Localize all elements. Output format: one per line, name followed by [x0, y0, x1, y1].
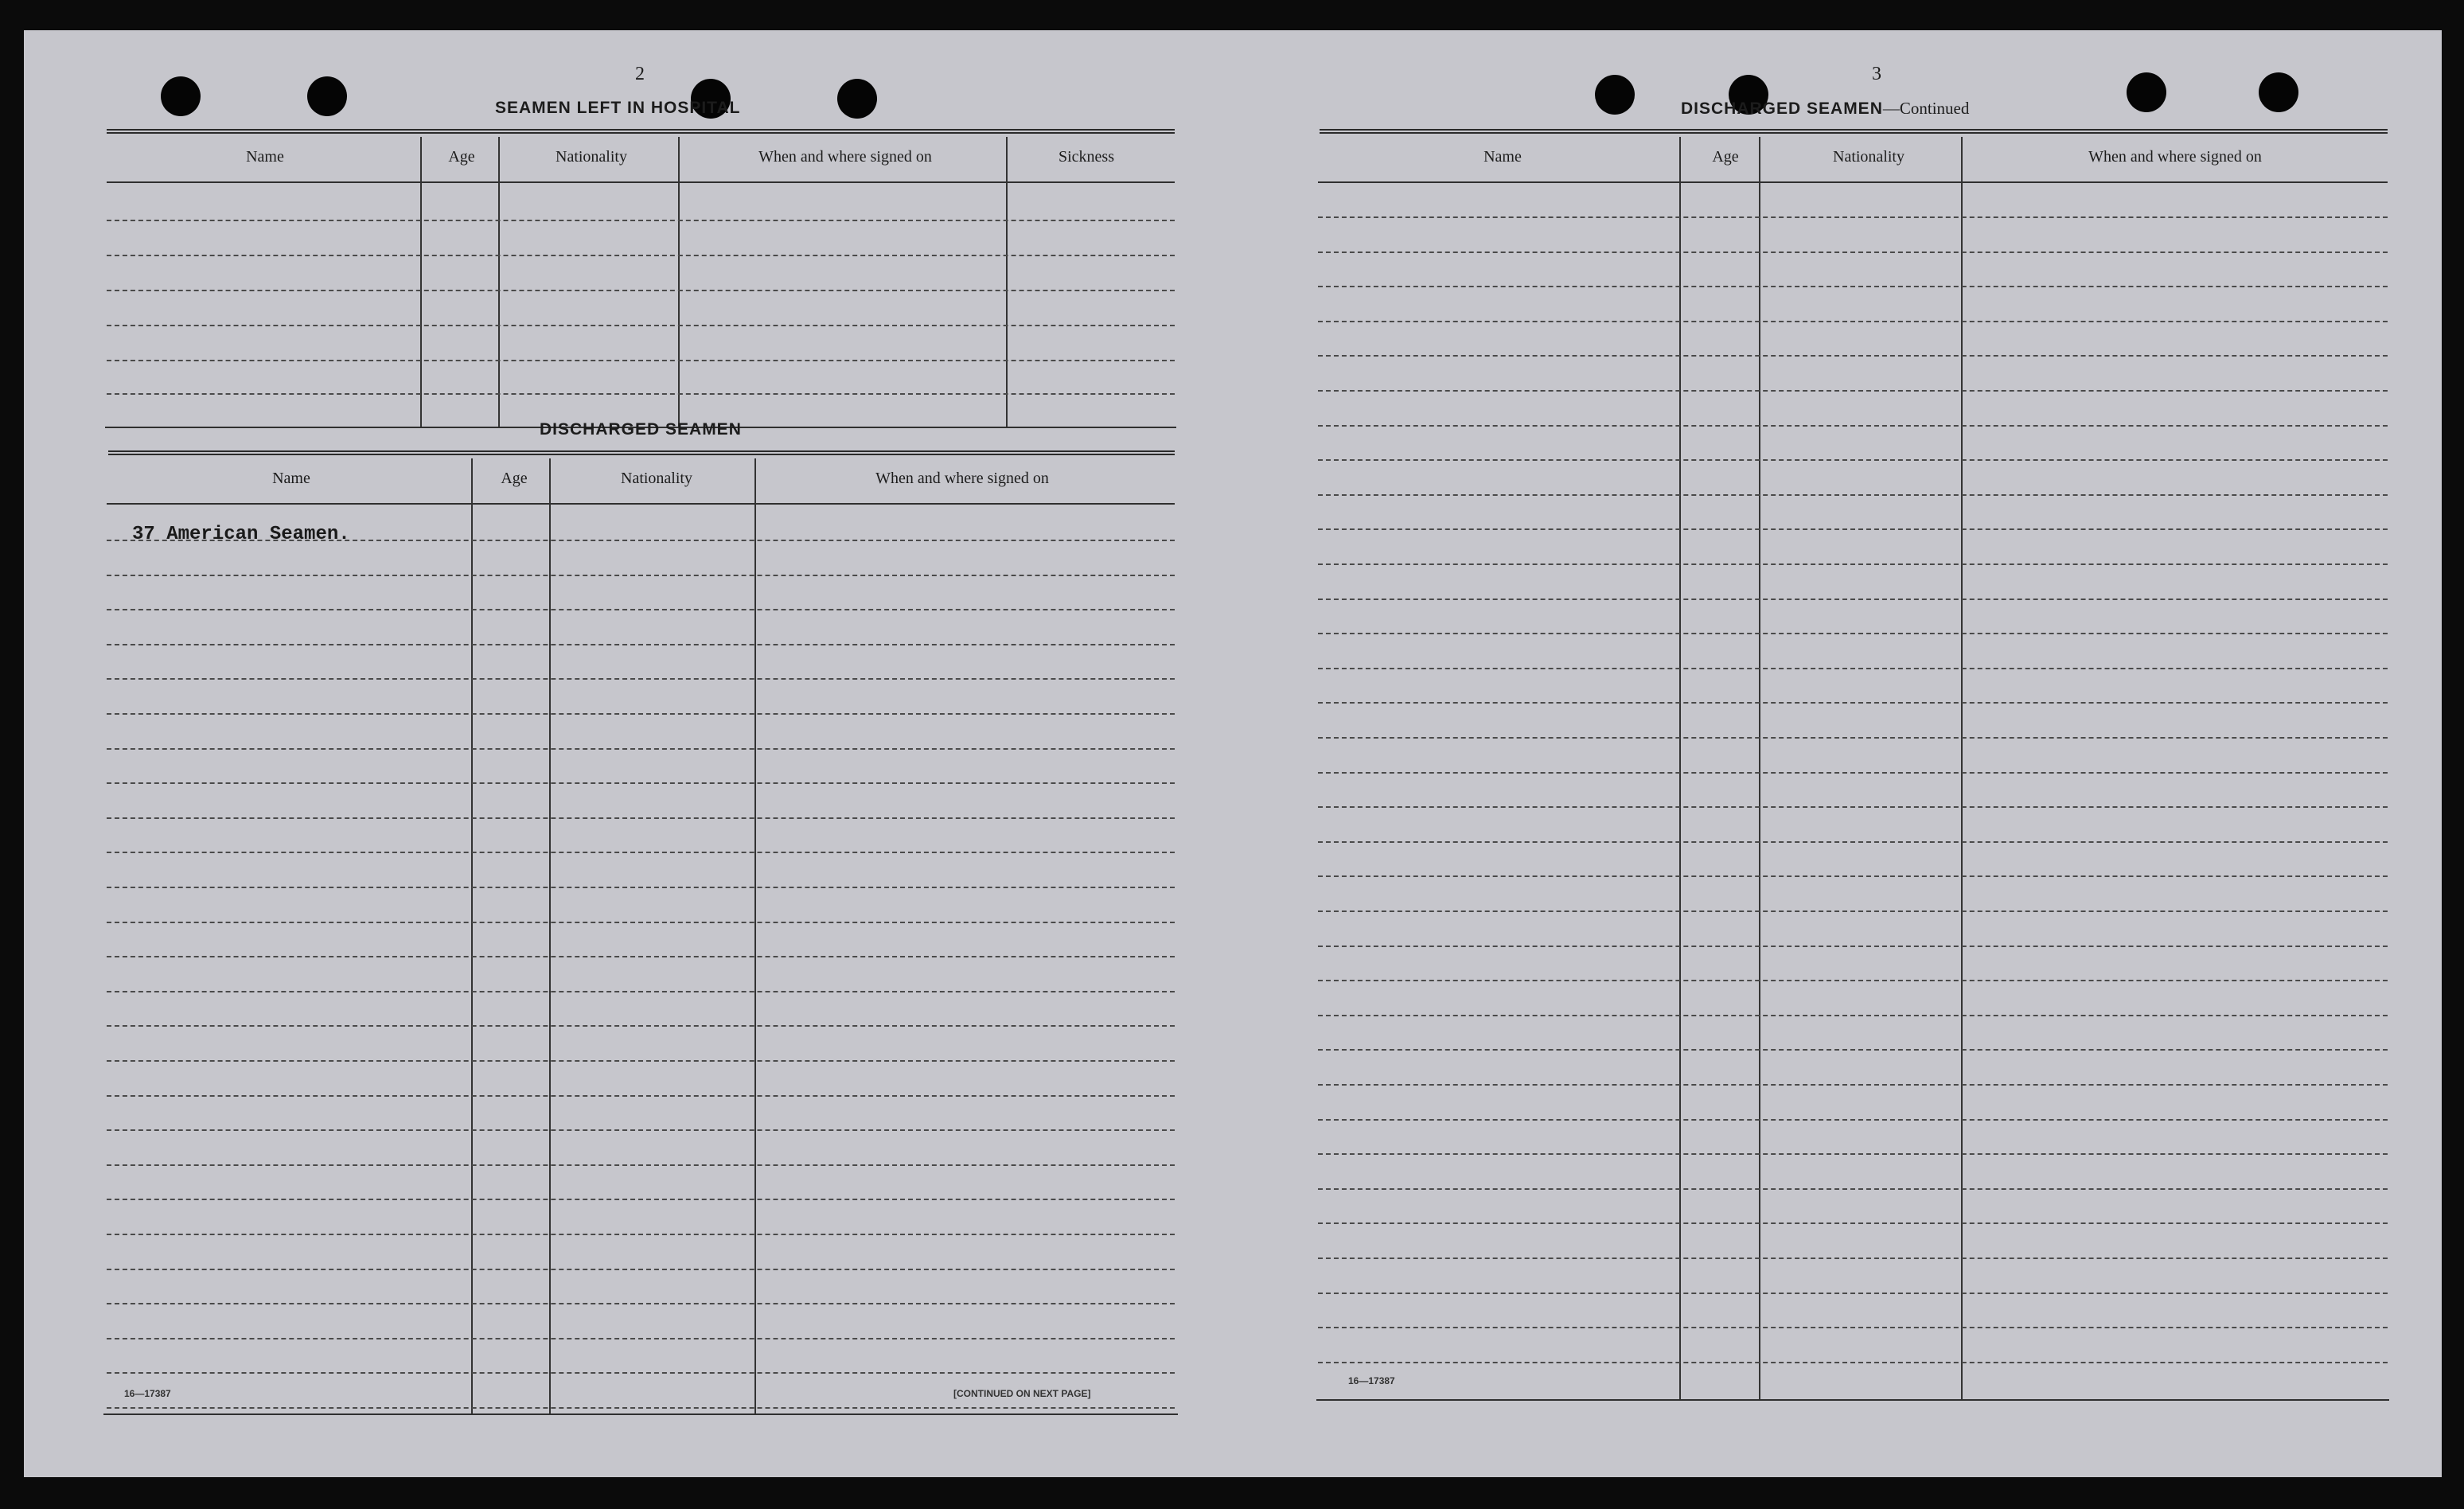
discharged-entry: 37 American Seamen.	[132, 524, 350, 545]
continued-header-age: Age	[1712, 148, 1739, 166]
continued-header-name: Name	[1483, 148, 1522, 166]
ruled-line	[107, 678, 1175, 680]
hospital-table-top-rule	[107, 129, 1175, 134]
discharged-continued-title	[1681, 99, 1969, 119]
ruled-line	[1318, 286, 2388, 287]
continued-table-bottom-rule	[1316, 1399, 2389, 1401]
ruled-line	[107, 1095, 1175, 1097]
ruled-line	[1318, 910, 2388, 912]
column-divider	[420, 137, 422, 427]
ruled-line	[107, 575, 1175, 576]
ruled-line	[1318, 425, 2388, 427]
ruled-line	[107, 325, 1175, 326]
ruled-line	[1318, 1049, 2388, 1051]
discharged-table-bottom-rule	[103, 1413, 1178, 1415]
ruled-line	[1318, 737, 2388, 739]
discharged-header-signed-on: When and where signed on	[875, 470, 1049, 487]
ruled-line	[1318, 1119, 2388, 1121]
punch-hole	[2127, 72, 2166, 112]
continued-suffix: —Continued	[1882, 99, 1970, 118]
ruled-line	[107, 540, 1175, 541]
column-divider	[1679, 137, 1681, 1399]
ruled-line	[1318, 1327, 2388, 1328]
document-sheet	[24, 30, 2442, 1477]
ruled-line	[1318, 946, 2388, 947]
ruled-line	[1318, 390, 2388, 392]
ruled-line	[107, 852, 1175, 853]
ruled-line	[107, 1234, 1175, 1235]
ruled-line	[1318, 355, 2388, 357]
continued-header-rule	[1318, 181, 2388, 183]
ruled-line	[1318, 668, 2388, 669]
ruled-line	[1318, 599, 2388, 600]
discharged-header-name: Name	[272, 470, 310, 487]
discharged-continued-title-text: DISCHARGED SEAMEN	[1681, 99, 1883, 118]
column-divider	[1006, 137, 1008, 427]
punch-hole	[2259, 72, 2298, 112]
punch-hole	[161, 76, 201, 116]
ruled-line	[107, 991, 1175, 992]
continued-header-signed-on: When and where signed on	[2088, 148, 2262, 166]
ruled-line	[1318, 980, 2388, 981]
ruled-line	[1318, 1258, 2388, 1259]
column-divider	[549, 458, 551, 1413]
ruled-line	[107, 1372, 1175, 1374]
ruled-line	[1318, 1293, 2388, 1294]
hospital-header-name: Name	[246, 148, 284, 166]
form-number-right: 16—17387	[1348, 1375, 1395, 1386]
discharged-table-top-rule	[108, 450, 1175, 455]
ruled-line	[107, 1199, 1175, 1200]
ruled-line	[1318, 841, 2388, 843]
punch-hole	[1595, 75, 1635, 115]
hospital-header-signed-on: When and where signed on	[758, 148, 932, 166]
ruled-line	[107, 817, 1175, 819]
hospital-header-rule	[107, 181, 1175, 183]
ruled-line	[1318, 1362, 2388, 1363]
column-divider	[678, 137, 680, 427]
discharged-header-nationality: Nationality	[621, 470, 692, 487]
ruled-line	[1318, 528, 2388, 530]
ruled-line	[107, 748, 1175, 750]
ruled-line	[1318, 702, 2388, 704]
ruled-line	[1318, 1153, 2388, 1155]
ruled-line	[107, 393, 1175, 395]
page-number-left: 2	[635, 64, 645, 84]
ruled-line	[1318, 1188, 2388, 1190]
ruled-line	[1318, 1222, 2388, 1224]
ruled-line	[1318, 252, 2388, 253]
column-divider	[498, 137, 500, 427]
continued-table-top-rule	[1320, 129, 2388, 134]
ruled-line	[107, 782, 1175, 784]
ruled-line	[107, 1407, 1175, 1409]
ruled-line	[1318, 1015, 2388, 1016]
continued-header-nationality: Nationality	[1833, 148, 1905, 166]
hospital-header-nationality: Nationality	[556, 148, 627, 166]
ruled-line	[107, 220, 1175, 221]
ruled-line	[1318, 875, 2388, 877]
hospital-header-sickness: Sickness	[1059, 148, 1114, 166]
ruled-line	[107, 255, 1175, 256]
ruled-line	[107, 290, 1175, 291]
ruled-line	[1318, 321, 2388, 322]
ruled-line	[107, 1164, 1175, 1166]
punch-hole	[307, 76, 347, 116]
ruled-line	[107, 609, 1175, 610]
column-divider	[754, 458, 756, 1413]
continued-note: [CONTINUED ON NEXT PAGE]	[953, 1388, 1091, 1399]
ruled-line	[1318, 459, 2388, 461]
discharged-header-age: Age	[501, 470, 528, 487]
ruled-line	[1318, 806, 2388, 808]
ruled-line	[107, 1129, 1175, 1131]
page-number-right: 3	[1872, 64, 1881, 84]
ruled-line	[107, 922, 1175, 923]
hospital-header-age: Age	[448, 148, 475, 166]
discharged-header-rule	[107, 503, 1175, 505]
ruled-line	[107, 887, 1175, 888]
ruled-line	[1318, 633, 2388, 634]
ruled-line	[1318, 494, 2388, 496]
ruled-line	[1318, 216, 2388, 218]
discharged-section-title: DISCHARGED SEAMEN	[540, 420, 742, 439]
ruled-line	[1318, 1084, 2388, 1086]
ruled-line	[1318, 563, 2388, 565]
hospital-section-title: SEAMEN LEFT IN HOSPITAL	[495, 99, 741, 117]
form-number-left: 16—17387	[124, 1388, 171, 1399]
column-divider	[471, 458, 473, 1413]
ruled-line	[107, 360, 1175, 361]
column-divider	[1961, 137, 1963, 1399]
ruled-line	[107, 956, 1175, 957]
ruled-line	[107, 1303, 1175, 1304]
ruled-line	[1318, 772, 2388, 774]
ruled-line	[107, 1060, 1175, 1062]
ruled-line	[107, 1338, 1175, 1339]
punch-hole	[837, 79, 877, 119]
ruled-line	[107, 1025, 1175, 1027]
ruled-line	[107, 1269, 1175, 1270]
ruled-line	[107, 644, 1175, 645]
column-divider	[1759, 137, 1760, 1399]
ruled-line	[107, 713, 1175, 715]
